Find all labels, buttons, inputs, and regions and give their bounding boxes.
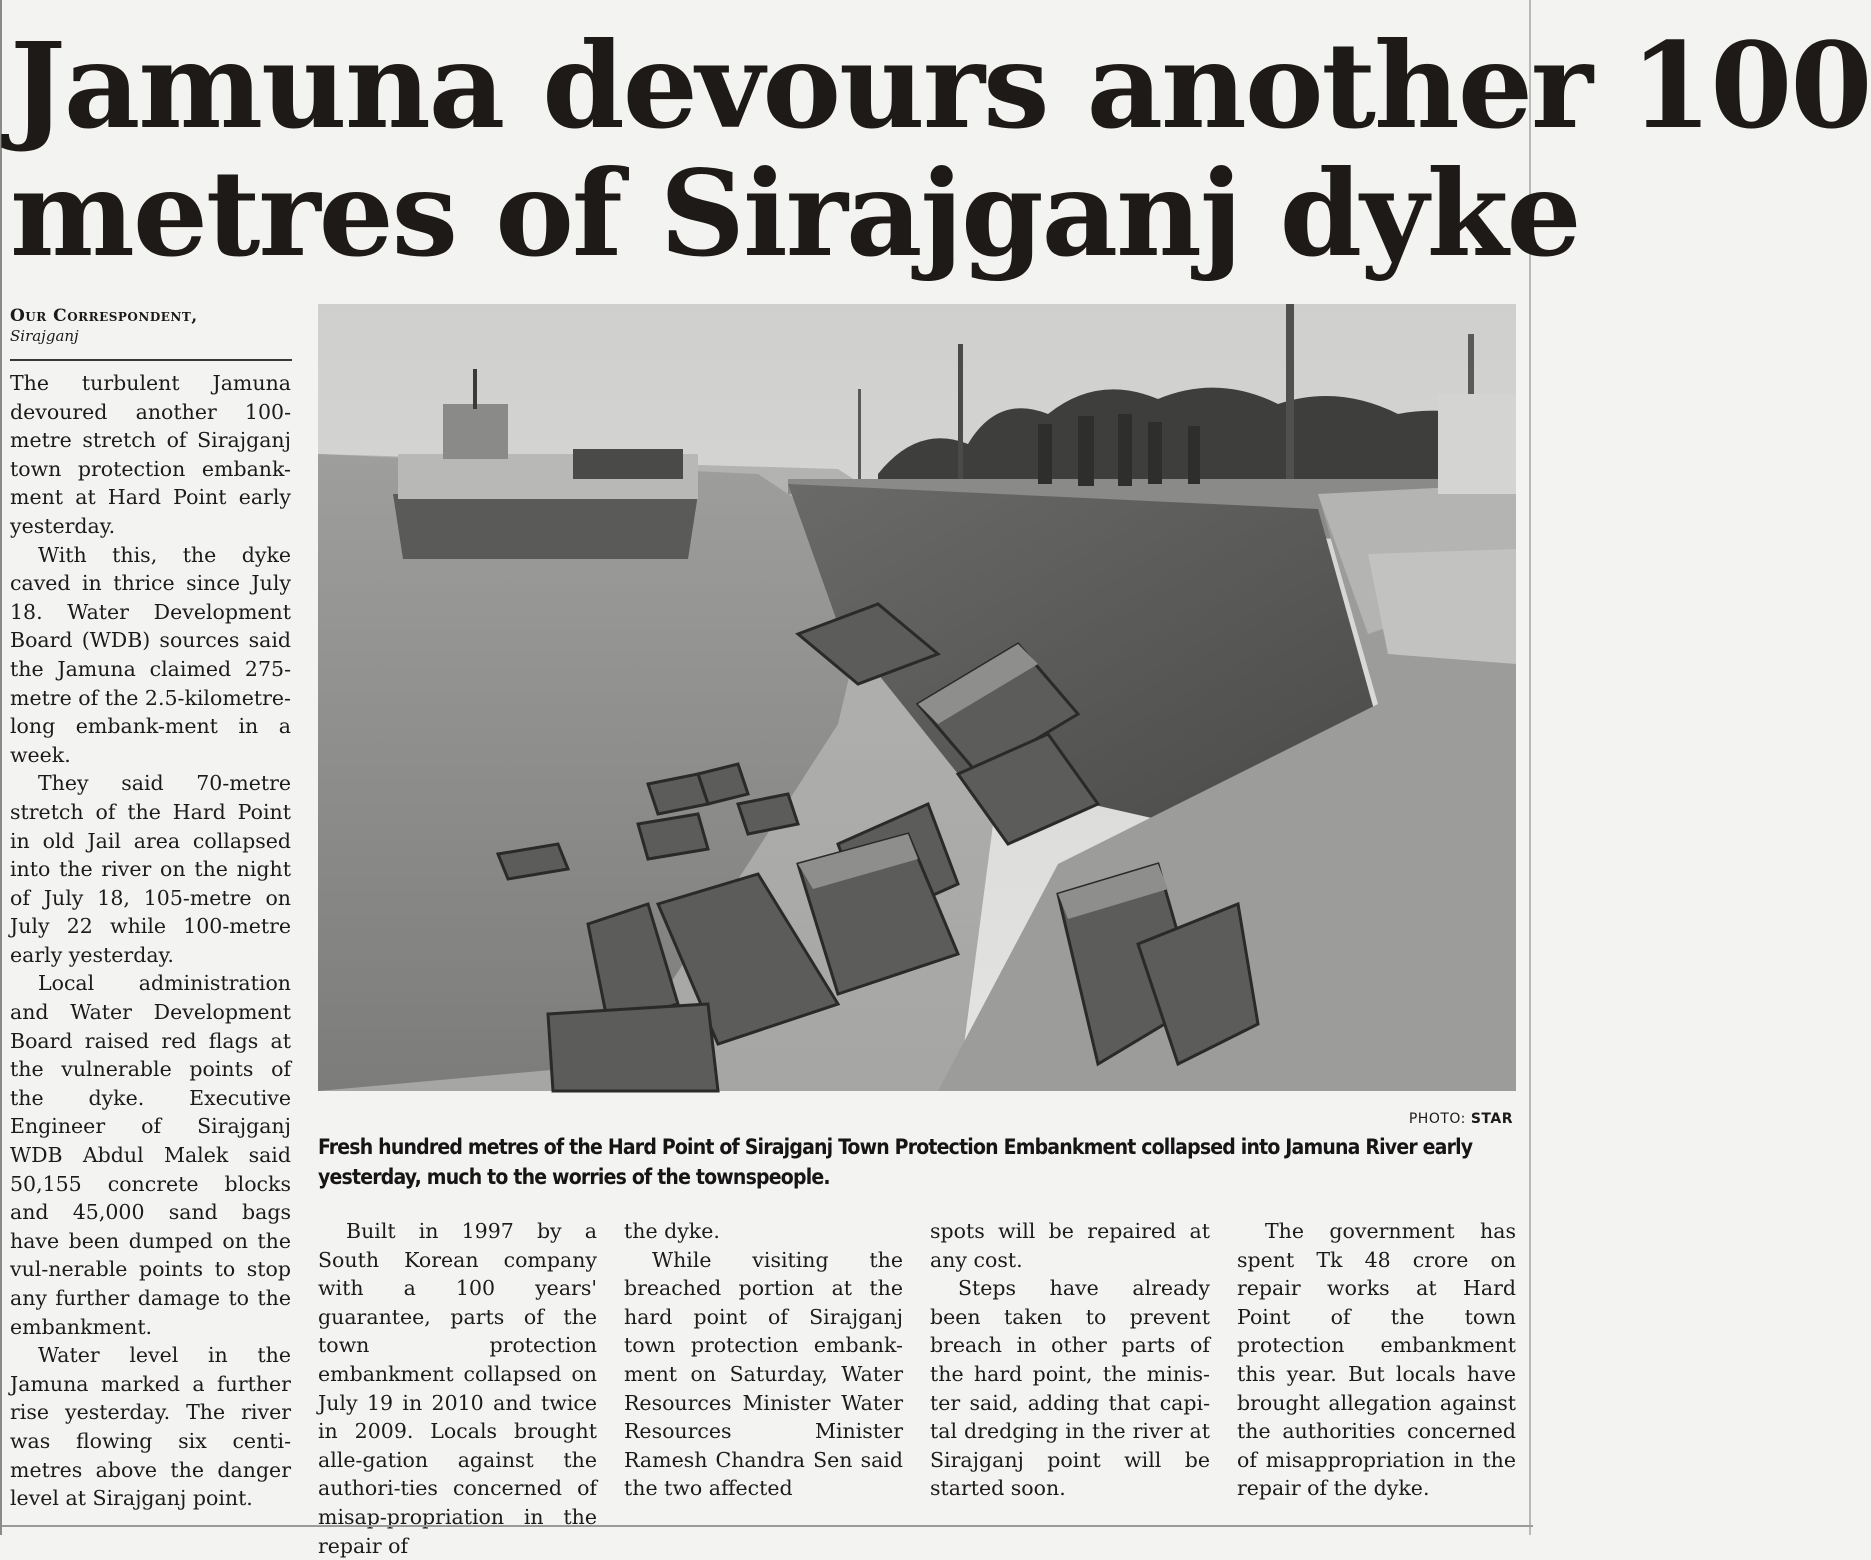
photo-credit-source: STAR	[1470, 1111, 1513, 1127]
byline-divider	[10, 359, 292, 361]
paragraph: While visiting the breached portion at the hard point of Sirajganj town protection embank-ment on Saturday, Water Resources Minister Water Resources Minister Ramesh Chandra Sen said the two affected	[624, 1247, 903, 1501]
article-column-4	[1237, 1217, 1516, 1503]
article-column-3	[930, 1217, 1210, 1503]
paragraph: Water level in the Jamuna marked a further rise yesterday. The river was flowing six centi-metres above the danger level at Sirajganj point.	[10, 1343, 291, 1511]
news-photo	[318, 304, 1516, 1091]
photo-credit	[1409, 1111, 1513, 1127]
headline-line-1: Jamuna devours another 100	[10, 16, 1871, 155]
byline	[10, 305, 292, 346]
paragraph-continued: spots will be repaired at any cost.	[930, 1219, 1210, 1272]
paragraph: The government has spent Tk 48 crore on repair works at Hard Point of the town protection embankment this year. But locals have brought allegation against the authorities concerned of misappropriation in the repair of the dyke.	[1237, 1219, 1516, 1501]
byline-dateline: Sirajganj	[10, 327, 79, 345]
photo-caption: Fresh hundred metres of the Hard Point of Sirajganj Town Protection Embankment collapsed into Jamuna River early yesterday, much to the worries of the townspeople.	[318, 1135, 1473, 1189]
headline-line-2: metres of Sirajganj dyke	[10, 144, 1580, 283]
paragraph-continued: the dyke.	[624, 1219, 720, 1243]
paragraph: Steps have already been taken to prevent breach in other parts of the hard point, the minis-ter said, adding that capi-tal dredging in the river at Sirajganj point will be started soon.	[930, 1276, 1210, 1501]
article-left-column	[10, 369, 291, 1513]
photo-credit-prefix: PHOTO:	[1408, 1111, 1466, 1127]
article-column-2	[624, 1217, 903, 1503]
paragraph: With this, the dyke caved in thrice since July 18. Water Development Board (WDB) sources said the Jamuna claimed 275-metre of the 2.5-kilometre-long embank-ment in a week.	[10, 542, 291, 767]
article-column-1	[318, 1217, 597, 1560]
byline-author: Our Correspondent,	[10, 306, 198, 326]
paragraph: Built in 1997 by a South Korean company with a 100 years' guarantee, parts of the town protection embankment collapsed on July 19 in 2010 and twice in 2009. Locals brought alle-gation against the authori-ties concerned of misap-propriation in the repair of	[318, 1219, 597, 1558]
headline	[10, 16, 1871, 283]
bottom-divider	[2, 1525, 1533, 1527]
paragraph: Local administration and Water Development Board raised red flags at the vulnerable points of the dyke. Executive Engineer of Sirajganj WDB Abdul Malek said 50,155 concrete blocks and 45,000 sand bags have been dumped on the vul-nerable points to stop any further damage to the embankment.	[10, 971, 291, 1339]
paragraph: They said 70-metre stretch of the Hard Point in old Jail area collapsed into the river on the night of July 18, 105-metre on July 22 while 100-metre early yesterday.	[10, 771, 291, 967]
paragraph: The turbulent Jamuna devoured another 100-metre stretch of Sirajganj town protection embank-ment at Hard Point early yesterday.	[10, 371, 291, 538]
